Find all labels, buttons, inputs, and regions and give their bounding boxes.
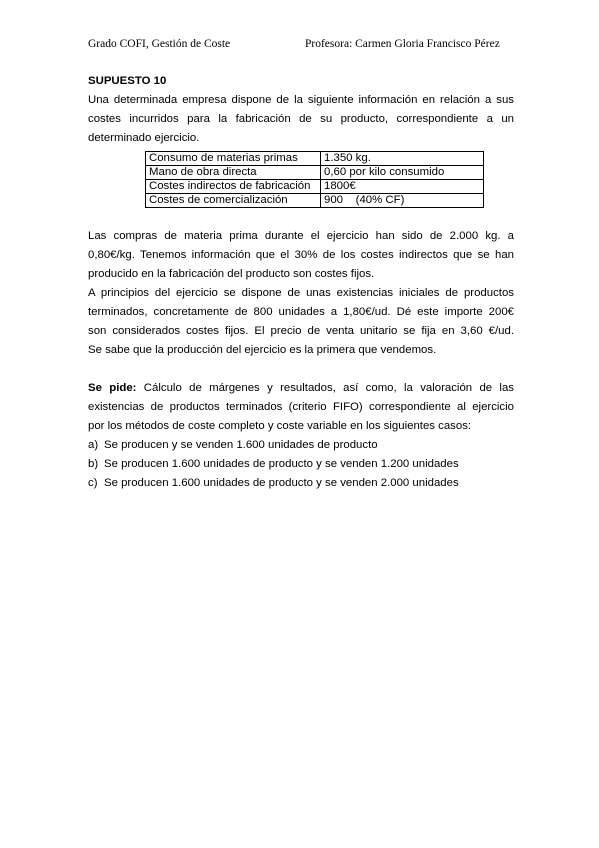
- request-line-3: por los métodos de coste completo y coste variable en los siguientes casos:: [88, 420, 472, 432]
- list-item-marker: b): [88, 458, 99, 470]
- table-row: [146, 166, 484, 180]
- list-item: [88, 455, 514, 474]
- para2-line-7: Se sabe que la producción del ejercicio es la primera que vendemos.: [88, 344, 437, 356]
- list-item-marker: c): [88, 477, 98, 489]
- cost-table: [145, 151, 484, 208]
- table-cell-label: Costes de comercialización: [146, 194, 321, 208]
- para2-line-1: Las compras de materia prima durante el ejercicio han sido de 2.000 kg. a: [88, 230, 514, 242]
- para2-line-2: 0,80€/kg. Tenemos información que el 30% de los costes indirectos que se han: [88, 249, 514, 261]
- list-item-text: Se producen y se venden 1.600 unidades de producto: [104, 439, 378, 451]
- table-cell-value: 1.350 kg.: [321, 152, 484, 166]
- list-item-text: Se producen 1.600 unidades de producto y se venden 1.200 unidades: [104, 458, 459, 470]
- table-cell-value: 900 (40% CF): [321, 194, 484, 208]
- intro-line-1: Una determinada empresa dispone de la siguiente información en relación a sus: [88, 94, 514, 106]
- list-item-marker: a): [88, 439, 99, 451]
- request-line-2: existencias de productos terminados (criterio FIFO) correspondiente al ejercicio: [88, 401, 514, 413]
- list-item: [88, 436, 514, 455]
- table-row: [146, 152, 484, 166]
- table-cell-label: Mano de obra directa: [146, 166, 321, 180]
- table-row: [146, 194, 484, 208]
- request-label: Se pide:: [88, 382, 137, 394]
- request-text-1: Cálculo de márgenes y resultados, así como, la valoración de las: [136, 382, 514, 394]
- para2-line-5: terminados, concretamente de 800 unidades a 1,80€/ud. Dé este importe 200€: [88, 306, 514, 318]
- request-line-1: [88, 379, 514, 398]
- list-item-text: Se producen 1.600 unidades de producto y se venden 2.000 unidades: [104, 477, 459, 489]
- para2-line-4: A principios del ejercicio se dispone de unas existencias iniciales de productos: [88, 287, 514, 299]
- para2-line-6: son considerados costes fijos. El precio de venta unitario se fija en 3,60 €/ud.: [88, 325, 514, 337]
- table-row: [146, 180, 484, 194]
- para2-line-3: producido en la fabricación del producto son costes fijos.: [88, 268, 375, 280]
- document-body: [88, 72, 514, 493]
- table-cell-value: 0,60 por kilo consumido: [321, 166, 484, 180]
- intro-line-2: costes incurridos para la fabricación de su producto, correspondiente a un: [88, 113, 514, 125]
- header-course: Grado COFI, Gestión de Coste: [88, 38, 231, 50]
- table-cell-label: Consumo de materias primas: [146, 152, 321, 166]
- list-item: [88, 474, 514, 493]
- table-cell-value: 1800€: [321, 180, 484, 194]
- table-cell-label: Costes indirectos de fabricación: [146, 180, 321, 194]
- intro-line-3: determinado ejercicio.: [88, 132, 200, 144]
- header-professor: Profesora: Carmen Gloria Francisco Pérez: [305, 38, 500, 50]
- exercise-title: SUPUESTO 10: [88, 75, 167, 87]
